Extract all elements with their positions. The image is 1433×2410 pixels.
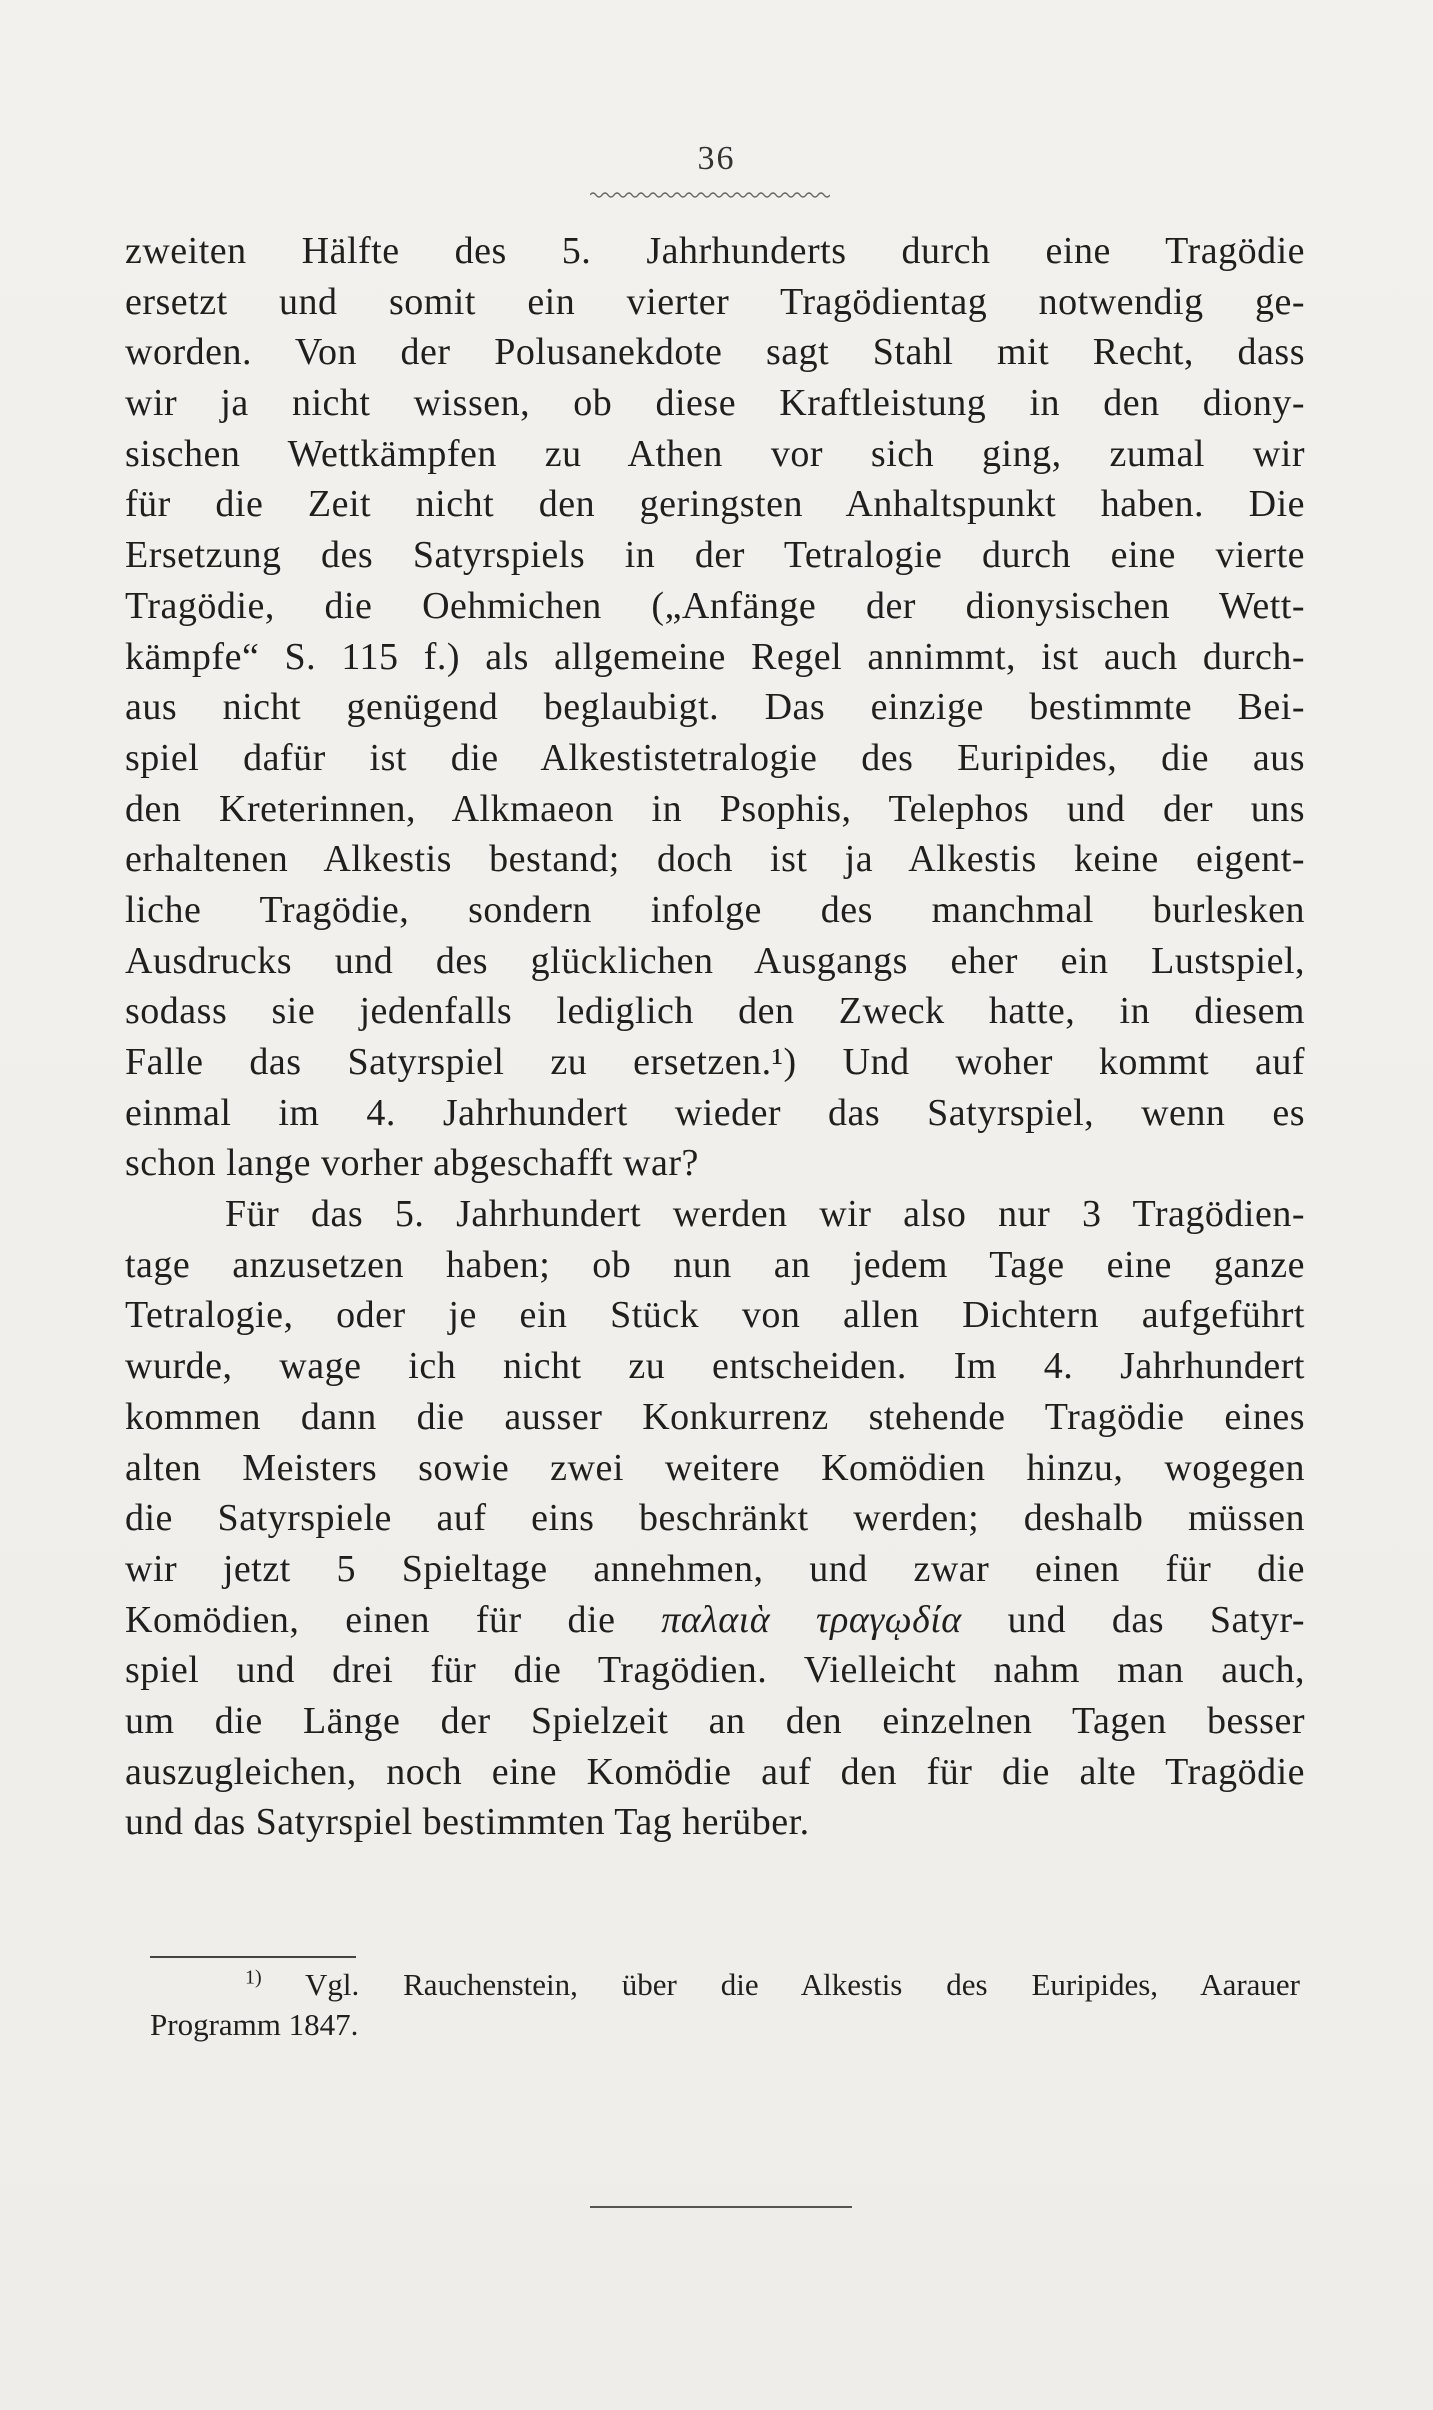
footnote-separator bbox=[150, 1956, 356, 1958]
ornamental-wavy-rule bbox=[590, 190, 830, 200]
paragraph-first-line: Für das 5. Jahrhundert werden wir also nur 3 Tragödien- bbox=[225, 1193, 1305, 1236]
text-line: Tragödie, die Oehmichen („Anfänge der dionysischen Wett- bbox=[125, 584, 1305, 627]
text-line: ersetzt und somit ein vierter Tragödientag notwendig ge- bbox=[125, 280, 1305, 323]
text-line: auszugleichen, noch eine Komödie auf den für die alte Tragödie bbox=[125, 1750, 1305, 1793]
text-line: wurde, wage ich nicht zu entscheiden. Im 4. Jahrhundert bbox=[125, 1345, 1305, 1388]
text-line: die Satyrspiele auf eins beschränkt werden; deshalb müssen bbox=[125, 1497, 1305, 1540]
text-segment: Komödien, einen für die bbox=[125, 1598, 616, 1641]
text-line: liche Tragödie, sondern infolge des manchmal burlesken bbox=[125, 888, 1305, 931]
text-line: erhaltenen Alkestis bestand; doch ist ja Alkestis keine eigent- bbox=[125, 838, 1305, 881]
text-line: Tetralogie, oder je ein Stück von allen Dichtern aufgeführt bbox=[125, 1294, 1305, 1337]
footnote-line bbox=[150, 1965, 1300, 2005]
page-number: 36 bbox=[697, 140, 736, 177]
text-line-with-greek bbox=[125, 1595, 1305, 1646]
paragraph-last-line: schon lange vorher abgeschafft war? bbox=[125, 1142, 699, 1185]
text-line: Ausdrucks und des glücklichen Ausgangs eher ein Lustspiel, bbox=[125, 939, 1305, 982]
text-line: spiel und drei für die Tragödien. Vielleicht nahm man auch, bbox=[125, 1649, 1305, 1692]
text-line: um die Länge der Spielzeit an den einzelnen Tagen besser bbox=[125, 1699, 1305, 1742]
text-line: Falle das Satyrspiel zu ersetzen.¹) Und woher kommt auf bbox=[125, 1041, 1305, 1083]
end-of-chapter-rule bbox=[590, 2206, 852, 2208]
text-line: sischen Wettkämpfen zu Athen vor sich ging, zumal wir bbox=[125, 432, 1305, 475]
greek-phrase: παλαιὰ τραγῳδία bbox=[661, 1598, 962, 1641]
text-line: für die Zeit nicht den geringsten Anhaltspunkt haben. Die bbox=[125, 483, 1305, 526]
text-line: kämpfe“ S. 115 f.) als allgemeine Regel annimmt, ist auch durch- bbox=[125, 635, 1305, 678]
text-line: kommen dann die ausser Konkurrenz stehende Tragödie eines bbox=[125, 1395, 1305, 1438]
text-line: zweiten Hälfte des 5. Jahrhunderts durch eine Tragödie bbox=[125, 230, 1305, 272]
text-line: sodass sie jedenfalls lediglich den Zweck hatte, in diesem bbox=[125, 990, 1305, 1033]
text-line: einmal im 4. Jahrhundert wieder das Satyrspiel, wenn es bbox=[125, 1091, 1305, 1134]
text-line: worden. Von der Polusanekdote sagt Stahl mit Recht, dass bbox=[125, 331, 1305, 374]
text-line: tage anzusetzen haben; ob nun an jedem Tage eine ganze bbox=[125, 1243, 1305, 1286]
text-line: den Kreterinnen, Alkmaeon in Psophis, Telephos und der uns bbox=[125, 787, 1305, 830]
text-line: aus nicht genügend beglaubigt. Das einzige bestimmte Bei- bbox=[125, 686, 1305, 729]
text-segment: und das Satyr- bbox=[1007, 1598, 1305, 1641]
text-line: alten Meisters sowie zwei weitere Komödien hinzu, wogegen bbox=[125, 1446, 1305, 1489]
footnote-marker: 1) bbox=[245, 1966, 262, 1989]
footnote-block bbox=[150, 1965, 1300, 2045]
text-line: Ersetzung des Satyrspiels in der Tetralogie durch eine vierte bbox=[125, 534, 1305, 577]
paragraph-last-line: und das Satyrspiel bestimmten Tag herüber. bbox=[125, 1801, 810, 1844]
text-line: wir jetzt 5 Spieltage annehmen, und zwar einen für die bbox=[125, 1547, 1305, 1590]
main-text-block bbox=[125, 226, 1305, 1848]
text-line: spiel dafür ist die Alkestistetralogie des Euripides, die aus bbox=[125, 736, 1305, 779]
footnote-line: Programm 1847. bbox=[150, 2007, 359, 2042]
footnote-text: Vgl. Rauchenstein, über die Alkestis des Euripides, Aarauer bbox=[305, 1967, 1300, 2002]
text-line: wir ja nicht wissen, ob diese Kraftleistung in den diony- bbox=[125, 382, 1305, 425]
